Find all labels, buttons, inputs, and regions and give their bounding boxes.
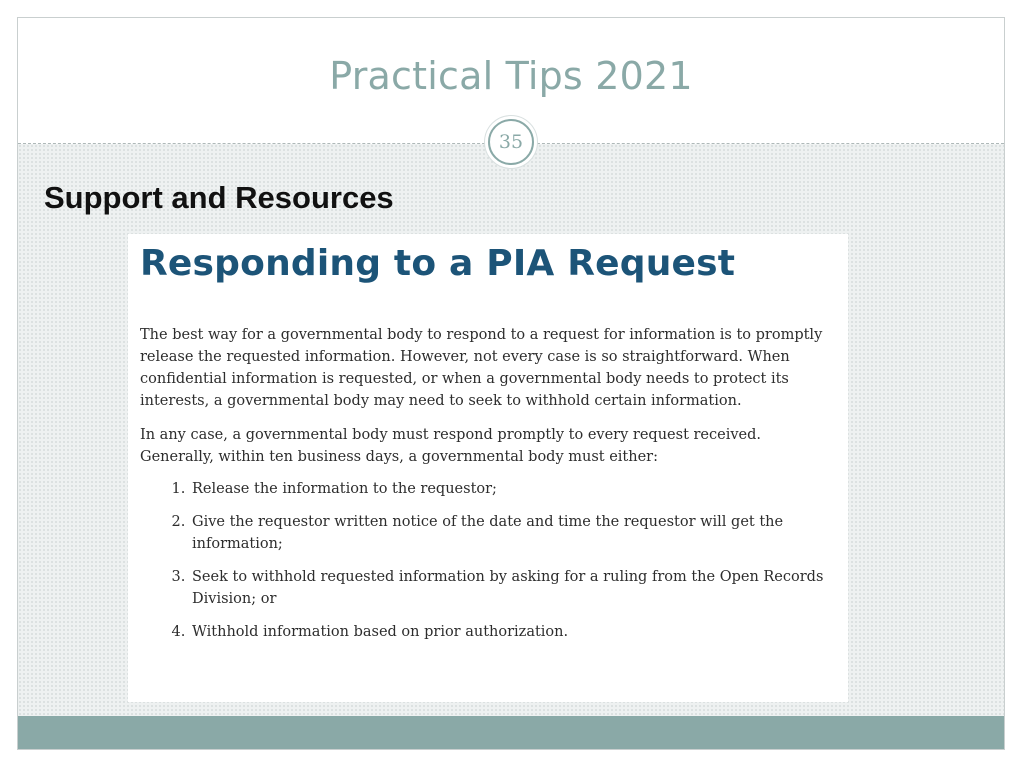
excerpt-paragraph: In any case, a governmental body must respond promptly to every request received. Generally, within ten business days, a governmental body must either: (140, 427, 762, 465)
response-options-list (140, 478, 836, 643)
page-number: 35 (488, 119, 534, 165)
section-heading: Support and Resources (44, 180, 394, 215)
list-item: 1. Release the information to the requestor; (190, 478, 836, 500)
list-item: 4. Withhold information based on prior authorization. (190, 621, 836, 643)
excerpt-title: Responding to a PIA Request (140, 243, 736, 284)
list-item: 3. Seek to withhold requested information by asking for a ruling from the Open Records Division; or (190, 566, 836, 610)
slide-frame (17, 17, 1005, 750)
excerpt-paragraph: The best way for a governmental body to respond to a request for information is to promptly release the requested information. However, not every case is so straightforward. When confidential information is requested, or when a governmental body needs to protect its interests, a governmental body may need to seek to withhold certain information. (140, 327, 823, 409)
page-number-badge (484, 115, 538, 169)
document-excerpt (128, 234, 848, 702)
slide-title: Practical Tips 2021 (329, 54, 693, 98)
footer-bar (18, 716, 1004, 750)
list-item: 2. Give the requestor written notice of the date and time the requestor will get the information; (190, 511, 836, 555)
